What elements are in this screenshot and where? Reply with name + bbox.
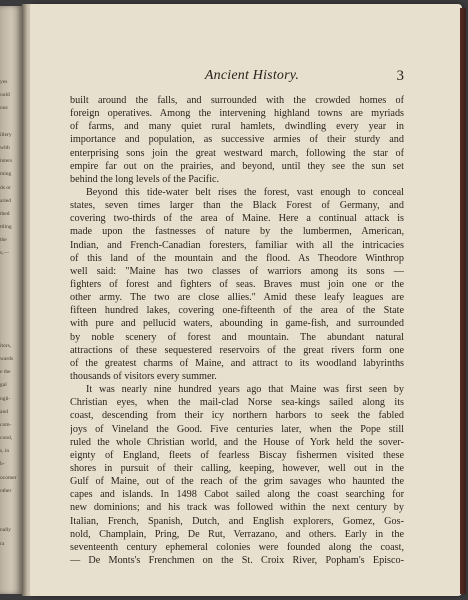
left-page-fragment: ming [0, 171, 12, 178]
left-page-fragment: s, in [0, 448, 10, 455]
left-page-fragment: ocomer [0, 474, 17, 481]
text-line: importance and population, as successive armies of their sturdy and [70, 134, 404, 146]
left-page-fragment [0, 287, 22, 300]
text-line: foreign operatives. Among the intervening highland towns are myriads [70, 108, 404, 120]
text-line: other army. The two are close allies." Amid these leafy leagues are [70, 292, 404, 304]
left-page-fragment: itors, [0, 342, 12, 349]
left-page-fragment [0, 261, 22, 274]
text-line: new dominions; and his track was followed within the next century by [70, 502, 404, 514]
text-line: ruled the whole Christian world, and the House of York held the sover- [70, 436, 404, 448]
text-line: capes and islands. In 1498 Cabot sailed along the coast searching for [70, 489, 404, 501]
left-page-fragment: ngli- [0, 395, 11, 402]
left-page-fragment: with [0, 144, 10, 151]
text-line: seventeenth century ephemeral colonies were founded along the coast, [70, 541, 404, 553]
left-page-fragment: e the [0, 369, 11, 376]
left-page-fragment [0, 300, 22, 313]
text-line: of the greatest charms of Maine, and attract to its woodland labyrinths [70, 357, 404, 369]
text-line: eignty of England, fleets of fearless Biscay fishermen visited these [70, 449, 404, 461]
text-line: It was nearly nine hundred years ago that Maine was first seen by [86, 384, 404, 396]
text-line: fifteen hundred lakes, covering one-fifteenth of the area of the State [70, 305, 404, 317]
text-line: covering two-thirds of the area of Maine. Here a continual attack is [70, 213, 404, 225]
text-line: enterprising sons join the great westward march, following the star of [70, 147, 404, 159]
text-line: coast, descending from their icy northern harbors to seek the fabled [70, 410, 404, 422]
text-line: built around the falls, and surrounded with the crowded homes of [70, 95, 404, 106]
left-page-fragment: com- [0, 421, 12, 428]
text-line: Beyond this tide-water belt rises the forest, vast enough to conceal [86, 186, 404, 198]
page-number: 3 [396, 68, 404, 84]
left-page-fragment [0, 498, 22, 511]
text-line: joys of Vineland the Good. Five centuries later, when the Pope still [70, 423, 404, 435]
left-page-fragment: and [0, 408, 8, 415]
body-text [70, 94, 404, 567]
text-line: nold, Champlain, Pring, De Rut, Verrazano, and others. Early in the [70, 528, 404, 540]
text-line: — De Monts's Frenchmen on the St. Croix River, Popham's Episco- [70, 554, 404, 566]
left-page-fragment: illery [0, 131, 12, 138]
text-line: of this land of the mountain and the flood. As Theodore Winthrop [70, 252, 404, 264]
left-page-fragment: other [0, 487, 12, 494]
left-page-fragment: wards [0, 355, 14, 362]
left-page-fragment: gal [0, 382, 7, 389]
text-line: well said: "Maine has two classes of warriors among its sons — [70, 265, 404, 277]
left-page-fragment: inters [0, 158, 13, 165]
left-page-fragment [0, 274, 22, 287]
text-line: attractions of these sequestered reservoirs of the great rivers form one [70, 344, 404, 356]
text-line: fighters of forest and fighters of seas. Braves must join one or the [70, 278, 404, 290]
left-page-fragment: ra [0, 540, 5, 547]
left-page-fragment: ould [0, 92, 10, 99]
text-line: behind the long levels of the Pacific. [70, 173, 220, 185]
text-line: made upon the fastnesses of nature by the lumbermen, American, [70, 226, 404, 238]
text-line: Italian, French, Spanish, Dutch, and English explorers, Gomez, Gos- [70, 515, 404, 527]
left-page-fragment: ttling [0, 224, 12, 231]
left-page-fragment [0, 116, 22, 129]
left-page-fragment: the [0, 237, 7, 244]
left-page-fragment [0, 511, 22, 524]
left-page-fragment: yes [0, 79, 8, 85]
text-line: empire far out on the prairies, and beyond, until they see the sun set [70, 160, 404, 172]
text-line: shores in pursuit of their calling, keeping, however, well out in the [70, 462, 404, 474]
left-page-fragment: h- [0, 461, 5, 468]
left-page-fragment: ds or [0, 184, 11, 191]
left-page-fragment: s,— [0, 250, 10, 257]
running-head: Ancient History. [204, 68, 300, 83]
text-line: Gulf of Maine, out of the reach of the grim savages who haunted the [70, 476, 404, 488]
left-page-fragment: ous [0, 105, 8, 112]
text-line: thousands of visitors every summer. [70, 370, 217, 382]
text-line: Christian eyes, when the mail-clad Norse sea-kings sailed along its [70, 397, 404, 409]
left-page-edge [0, 6, 22, 594]
left-page-fragment [0, 313, 22, 326]
left-page-fragment: aried [0, 197, 11, 204]
page-header [100, 68, 404, 88]
text-line: Indian, and French-Canadian foresters, familiar with all the intricacies [70, 239, 404, 251]
left-page-text [0, 76, 22, 551]
left-page-fragment: cond, [0, 435, 13, 442]
left-page-fragment [0, 327, 22, 340]
left-page-fragment: nally [0, 527, 11, 534]
text-line: states, seven times larger than the Black Forest of Germany, and [70, 200, 404, 212]
text-line: by noble scenery of forest and mountain. The abundant natural [70, 331, 404, 343]
book-cover-edge [460, 8, 466, 594]
text-line: with pure and pellucid waters, abounding in game-fish, and surrounded [70, 318, 404, 330]
text-line: of farms, and many quiet rural hamlets, dwindling every year in [70, 121, 404, 133]
left-page-fragment: thed [0, 210, 10, 217]
